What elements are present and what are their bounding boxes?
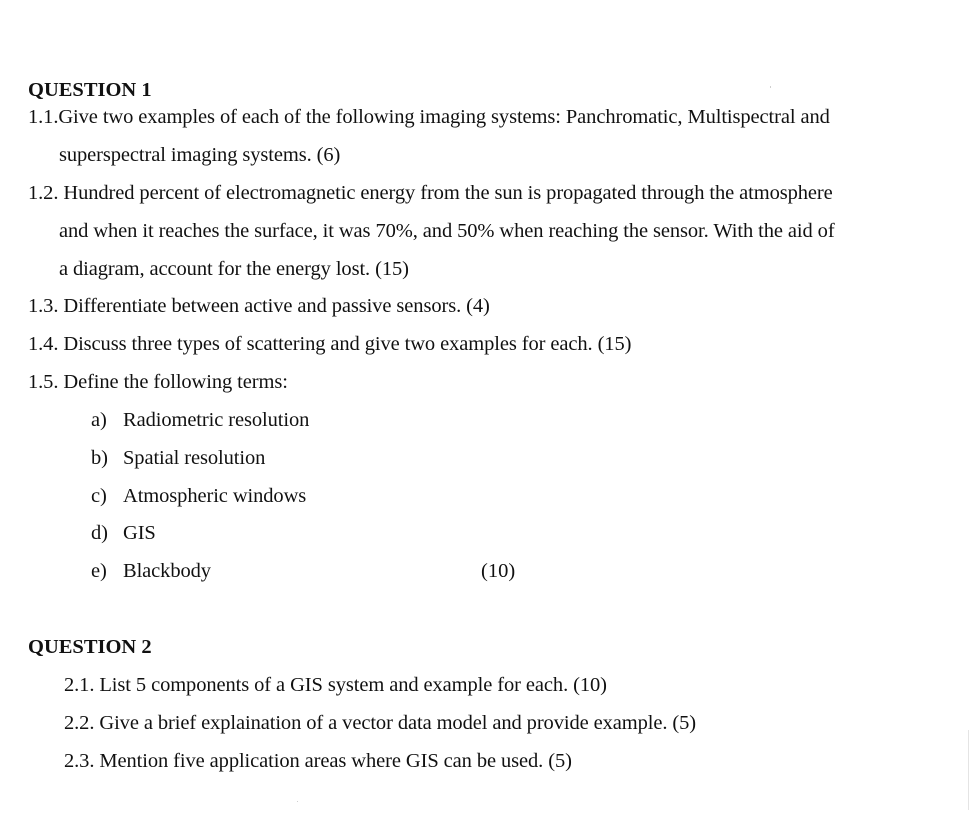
scan-edge-mark bbox=[968, 730, 969, 810]
term-e bbox=[91, 559, 211, 583]
term-text: GIS bbox=[123, 522, 156, 544]
term-label: b) bbox=[91, 447, 108, 469]
term-text: Atmospheric windows bbox=[123, 485, 307, 507]
term-text: Spatial resolution bbox=[123, 447, 266, 469]
term-b bbox=[91, 446, 265, 470]
q2-1-line: 2.1. List 5 components of a GIS system and example for each. (10) bbox=[64, 674, 607, 696]
scan-speck bbox=[297, 801, 298, 802]
q1-1-line-1: 1.1.Give two examples of each of the following imaging systems: Panchromatic, Multispectral and bbox=[28, 106, 830, 128]
q1-2-line-2: and when it reaches the surface, it was 70%, and 50% when reaching the sensor. With the aid of bbox=[59, 220, 835, 242]
q1-2-line-3: a diagram, account for the energy lost. (15) bbox=[59, 258, 409, 280]
q1-1-line-2: superspectral imaging systems. (6) bbox=[59, 144, 341, 166]
q1-5-line: 1.5. Define the following terms: bbox=[28, 371, 288, 393]
term-label: d) bbox=[91, 522, 108, 544]
term-d bbox=[91, 521, 156, 545]
q2-2-line: 2.2. Give a brief explaination of a vector data model and provide example. (5) bbox=[64, 712, 697, 734]
term-c bbox=[91, 484, 306, 508]
term-text: Blackbody bbox=[123, 560, 211, 582]
term-a bbox=[91, 408, 309, 432]
q1-3-line: 1.3. Differentiate between active and passive sensors. (4) bbox=[28, 295, 490, 317]
q1-4-line: 1.4. Discuss three types of scattering and give two examples for each. (15) bbox=[28, 333, 632, 355]
terms-marks: (10) bbox=[481, 560, 516, 582]
term-label: c) bbox=[91, 485, 107, 507]
q1-2-line-1: 1.2. Hundred percent of electromagnetic energy from the sun is propagated through the atmosphere bbox=[28, 182, 833, 204]
term-label: e) bbox=[91, 560, 107, 582]
term-label: a) bbox=[91, 409, 107, 431]
term-text: Radiometric resolution bbox=[123, 409, 310, 431]
scan-speck bbox=[770, 86, 771, 88]
question-1-heading: QUESTION 1 bbox=[28, 79, 152, 101]
q2-3-line: 2.3. Mention five application areas where GIS can be used. (5) bbox=[64, 750, 572, 772]
question-2-heading: QUESTION 2 bbox=[28, 636, 152, 658]
